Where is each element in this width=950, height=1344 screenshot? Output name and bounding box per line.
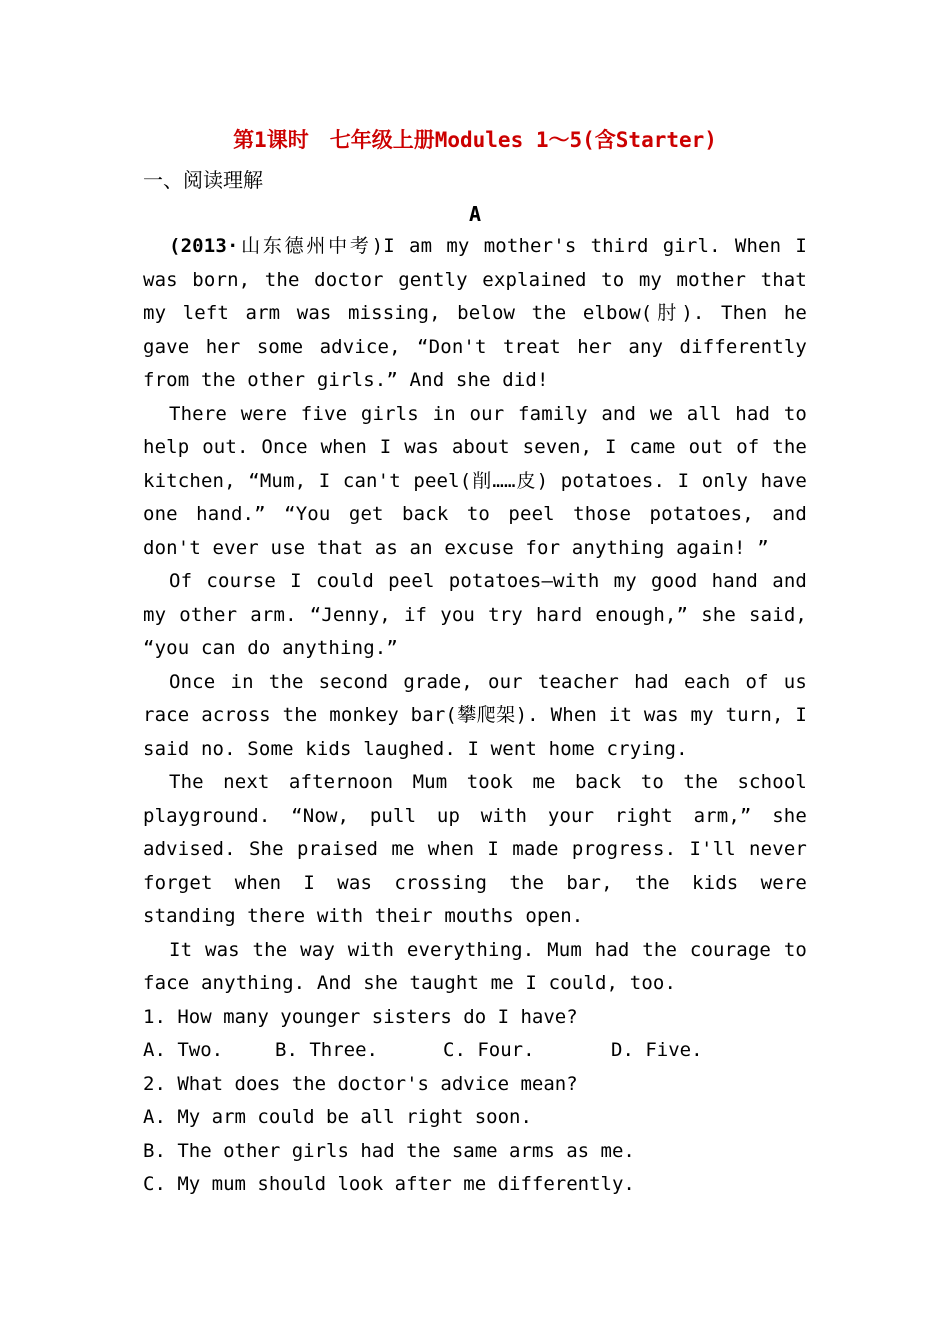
paragraph-text: I am my mother's third girl. When I was born, the doctor gently explained to my mother that my left arm was missing, below the elbow(肘). Then he gave her some advice, “Don't treat her any differently from the other girls.” And she did! — [143, 235, 807, 391]
question-2 — [143, 1068, 807, 1202]
option-b: B. The other girls had the same arms as me. — [143, 1139, 635, 1162]
source-place: 山东德州中考) — [238, 235, 384, 257]
option-b: B. Three. — [275, 1039, 378, 1061]
question-options — [143, 1034, 807, 1068]
option-d: D. Five. — [611, 1039, 703, 1061]
passage-paragraph: Of course I could peel potatoes—with my good hand and my other arm. “Jenny, if you try hard enough,” she said, “you can do anything.” — [143, 570, 807, 659]
passage-body — [143, 230, 807, 1202]
passage-paragraph: Once in the second grade, our teacher had each of us race across the monkey bar(攀爬架). When it was my turn, I said no. Some kids laughed. I went home crying. — [143, 670, 807, 760]
option-a: A. My arm could be all right soon. — [143, 1106, 532, 1128]
question-stem: 1. How many younger sisters do I have? — [143, 1005, 578, 1028]
passage-paragraph: There were five girls in our family and we all had to help out. Once when I was about seven, I came out of the kitchen, “Mum, I can't peel(削……皮) potatoes. I only have one hand.” “You get back to peel those potatoes, and don't ever use that as an excuse for anything again! ” — [143, 402, 807, 559]
passage-paragraph: The next afternoon Mum took me back to the school playground. “Now, pull up with your right arm,” she advised. She praised me when I made progress. I'll never forget when I was crossing the bar, the kids were standing there with their mouths open. — [143, 771, 807, 927]
option-c: C. Four. — [443, 1039, 535, 1061]
source-year: (2013· — [169, 235, 239, 257]
passage-label: A — [468, 202, 482, 226]
question-1 — [143, 1001, 807, 1068]
passage-paragraph — [143, 230, 807, 398]
page-title: 第1课时 七年级上册Modules 1～5(含Starter) — [233, 128, 717, 152]
section-heading: 一、阅读理解 — [143, 168, 263, 192]
option-a: A. Two. — [143, 1039, 224, 1061]
question-stem: 2. What does the doctor's advice mean? — [143, 1072, 578, 1095]
option-c: C. My mum should look after me differently. — [143, 1173, 635, 1195]
passage-paragraph: It was the way with everything. Mum had the courage to face anything. And she taught me I could, too. — [143, 938, 807, 994]
